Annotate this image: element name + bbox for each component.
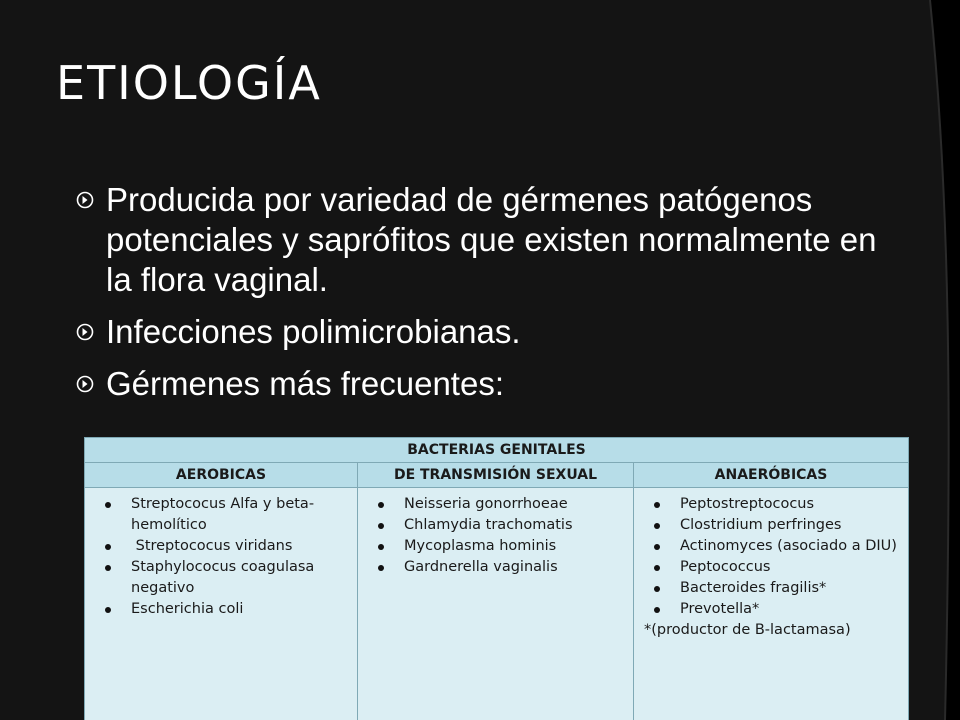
list-item: Peptococcus <box>640 557 902 578</box>
list-item: Chlamydia trachomatis <box>364 515 627 536</box>
list-item: Streptococus Alfa y beta-hemolítico <box>91 494 351 536</box>
bullet-item <box>76 364 896 404</box>
list-item: Clostridium perfringes <box>640 515 902 536</box>
list-item: Streptococus viridans <box>91 536 351 557</box>
list-item: Peptostreptococus <box>640 494 902 515</box>
bullet-text: Gérmenes más frecuentes: <box>106 365 504 402</box>
list-item: Actinomyces (asociado a DIU) <box>640 536 902 557</box>
bacteria-table-container <box>84 437 909 720</box>
bullet-text: Producida por variedad de gérmenes patógenos potenciales y saprófitos que existen normalmente en la flora vaginal. <box>106 181 877 298</box>
column-header-aerobicas: AEROBICAS <box>85 463 358 488</box>
bacteria-table <box>84 437 909 720</box>
anaerobicas-cell <box>634 488 909 720</box>
list-item: Staphylococus coagulasa negativo <box>91 557 351 599</box>
bullet-list <box>76 180 896 416</box>
aerobicas-cell <box>85 488 358 720</box>
list-item: Neisseria gonorrhoeae <box>364 494 627 515</box>
bullet-item <box>76 312 896 352</box>
list-item: Escherichia coli <box>91 599 351 620</box>
column-header-ets: DE TRANSMISIÓN SEXUAL <box>358 463 634 488</box>
column-header-anaerobicas: ANAERÓBICAS <box>634 463 909 488</box>
slide-title: ETIOLOGÍA <box>56 56 322 110</box>
circle-arrow-bullet-icon <box>76 191 94 209</box>
list-item: Gardnerella vaginalis <box>364 557 627 578</box>
bullet-text: Infecciones polimicrobianas. <box>106 313 521 350</box>
bullet-item <box>76 180 896 300</box>
circle-arrow-bullet-icon <box>76 323 94 341</box>
circle-arrow-bullet-icon <box>76 375 94 393</box>
footnote: *(productor de B-lactamasa) <box>644 622 851 638</box>
table-title: BACTERIAS GENITALES <box>85 438 909 463</box>
list-item: Prevotella* <box>640 599 902 620</box>
list-item: Mycoplasma hominis <box>364 536 627 557</box>
list-item: Bacteroides fragilis* <box>640 578 902 599</box>
ets-cell <box>358 488 634 720</box>
